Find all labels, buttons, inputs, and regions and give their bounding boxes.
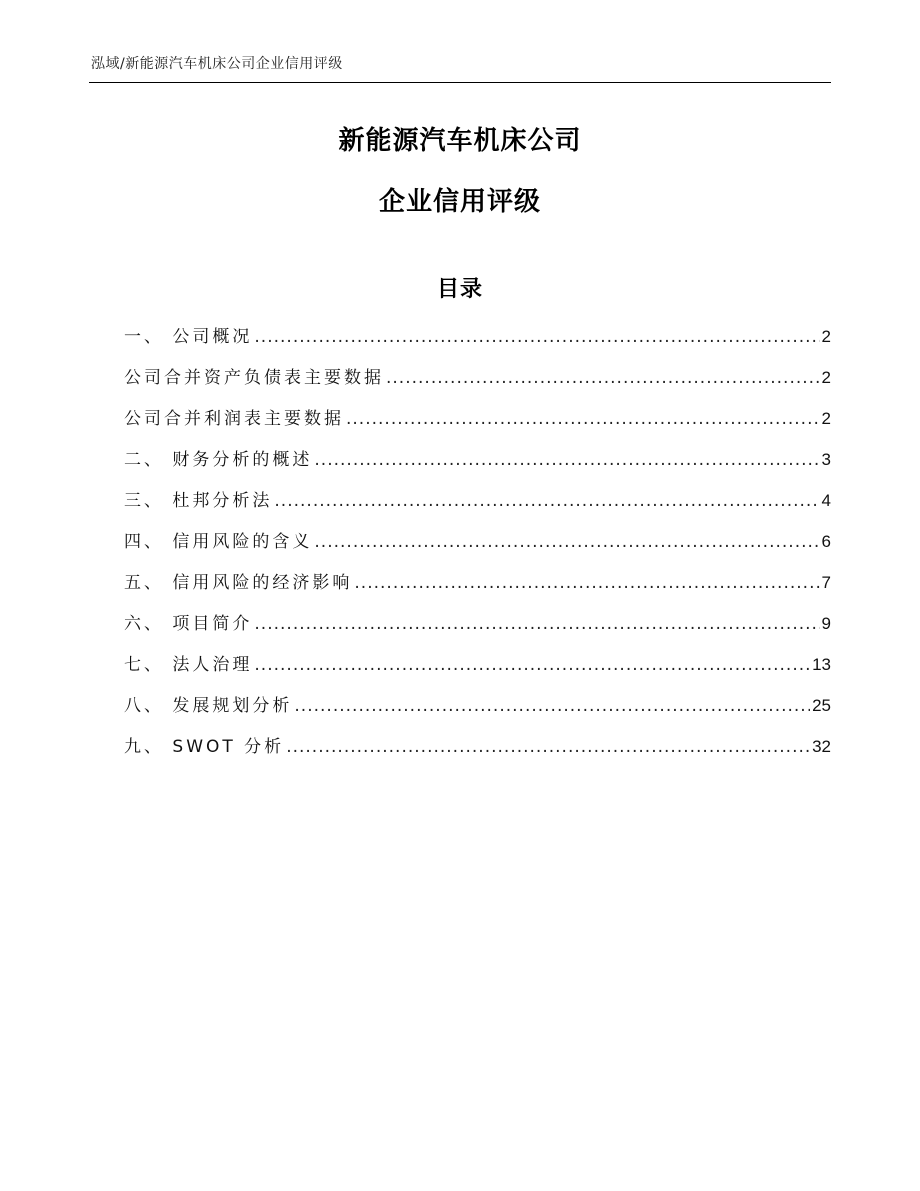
toc-leader-dots: [314, 527, 819, 557]
toc-leader-dots: [354, 568, 819, 598]
running-header: 泓域/新能源汽车机床公司企业信用评级: [91, 56, 343, 72]
table-of-contents: [124, 322, 831, 773]
toc-entry-financial-analysis[interactable]: [124, 445, 831, 486]
toc-entry-page: 2: [821, 409, 831, 428]
toc-entry-label: 五、 信用风险的经济影响: [124, 573, 353, 593]
toc-entry-swot-analysis[interactable]: [124, 732, 831, 773]
toc-entry-page: 6: [821, 532, 831, 551]
toc-heading: 目录: [436, 277, 483, 302]
toc-entry-page: 9: [821, 614, 831, 633]
toc-entry-page: 4: [821, 491, 831, 510]
toc-entry-label: 二、 财务分析的概述: [124, 450, 313, 470]
header-divider: [89, 82, 831, 83]
document-subtitle: 企业信用评级: [378, 187, 541, 217]
toc-entry-label: 八、 发展规划分析: [124, 696, 293, 716]
toc-entry-page: 7: [821, 573, 831, 592]
toc-entry-label: 七、 法人治理: [124, 655, 253, 675]
toc-entry-label: 四、 信用风险的含义: [124, 532, 313, 552]
toc-entry-credit-risk-meaning[interactable]: [124, 527, 831, 568]
toc-entry-income-statement[interactable]: [124, 404, 831, 445]
toc-leader-dots: [274, 486, 819, 516]
toc-entry-page: 2: [821, 327, 831, 346]
toc-entry-page: 3: [821, 450, 831, 469]
toc-leader-dots: [254, 609, 819, 639]
toc-entry-label: 三、 杜邦分析法: [124, 491, 273, 511]
toc-entry-page: 32: [812, 737, 831, 756]
toc-entry-page: 25: [812, 696, 831, 715]
toc-entry-project-intro[interactable]: [124, 609, 831, 650]
toc-leader-dots: [386, 363, 820, 393]
toc-entry-page: 13: [812, 655, 831, 674]
toc-entry-label: 公司合并资产负债表主要数据: [124, 368, 384, 388]
toc-entry-label: 九、 SWOT 分析: [124, 737, 285, 757]
document-title: 新能源汽车机床公司: [338, 126, 582, 156]
toc-entry-corporate-governance[interactable]: [124, 650, 831, 691]
toc-entry-company-overview[interactable]: [124, 322, 831, 363]
toc-entry-label: 六、 项目简介: [124, 614, 253, 634]
toc-leader-dots: [294, 691, 810, 721]
toc-leader-dots: [254, 322, 819, 352]
toc-entry-balance-sheet[interactable]: [124, 363, 831, 404]
toc-entry-label: 一、 公司概况: [124, 327, 253, 347]
toc-entry-credit-risk-impact[interactable]: [124, 568, 831, 609]
toc-leader-dots: [346, 404, 820, 434]
toc-leader-dots: [314, 445, 819, 475]
toc-entry-label: 公司合并利润表主要数据: [124, 409, 344, 429]
toc-leader-dots: [286, 732, 810, 762]
toc-entry-dupont-analysis[interactable]: [124, 486, 831, 527]
toc-entry-page: 2: [821, 368, 831, 387]
toc-leader-dots: [254, 650, 810, 680]
toc-entry-development-plan[interactable]: [124, 691, 831, 732]
